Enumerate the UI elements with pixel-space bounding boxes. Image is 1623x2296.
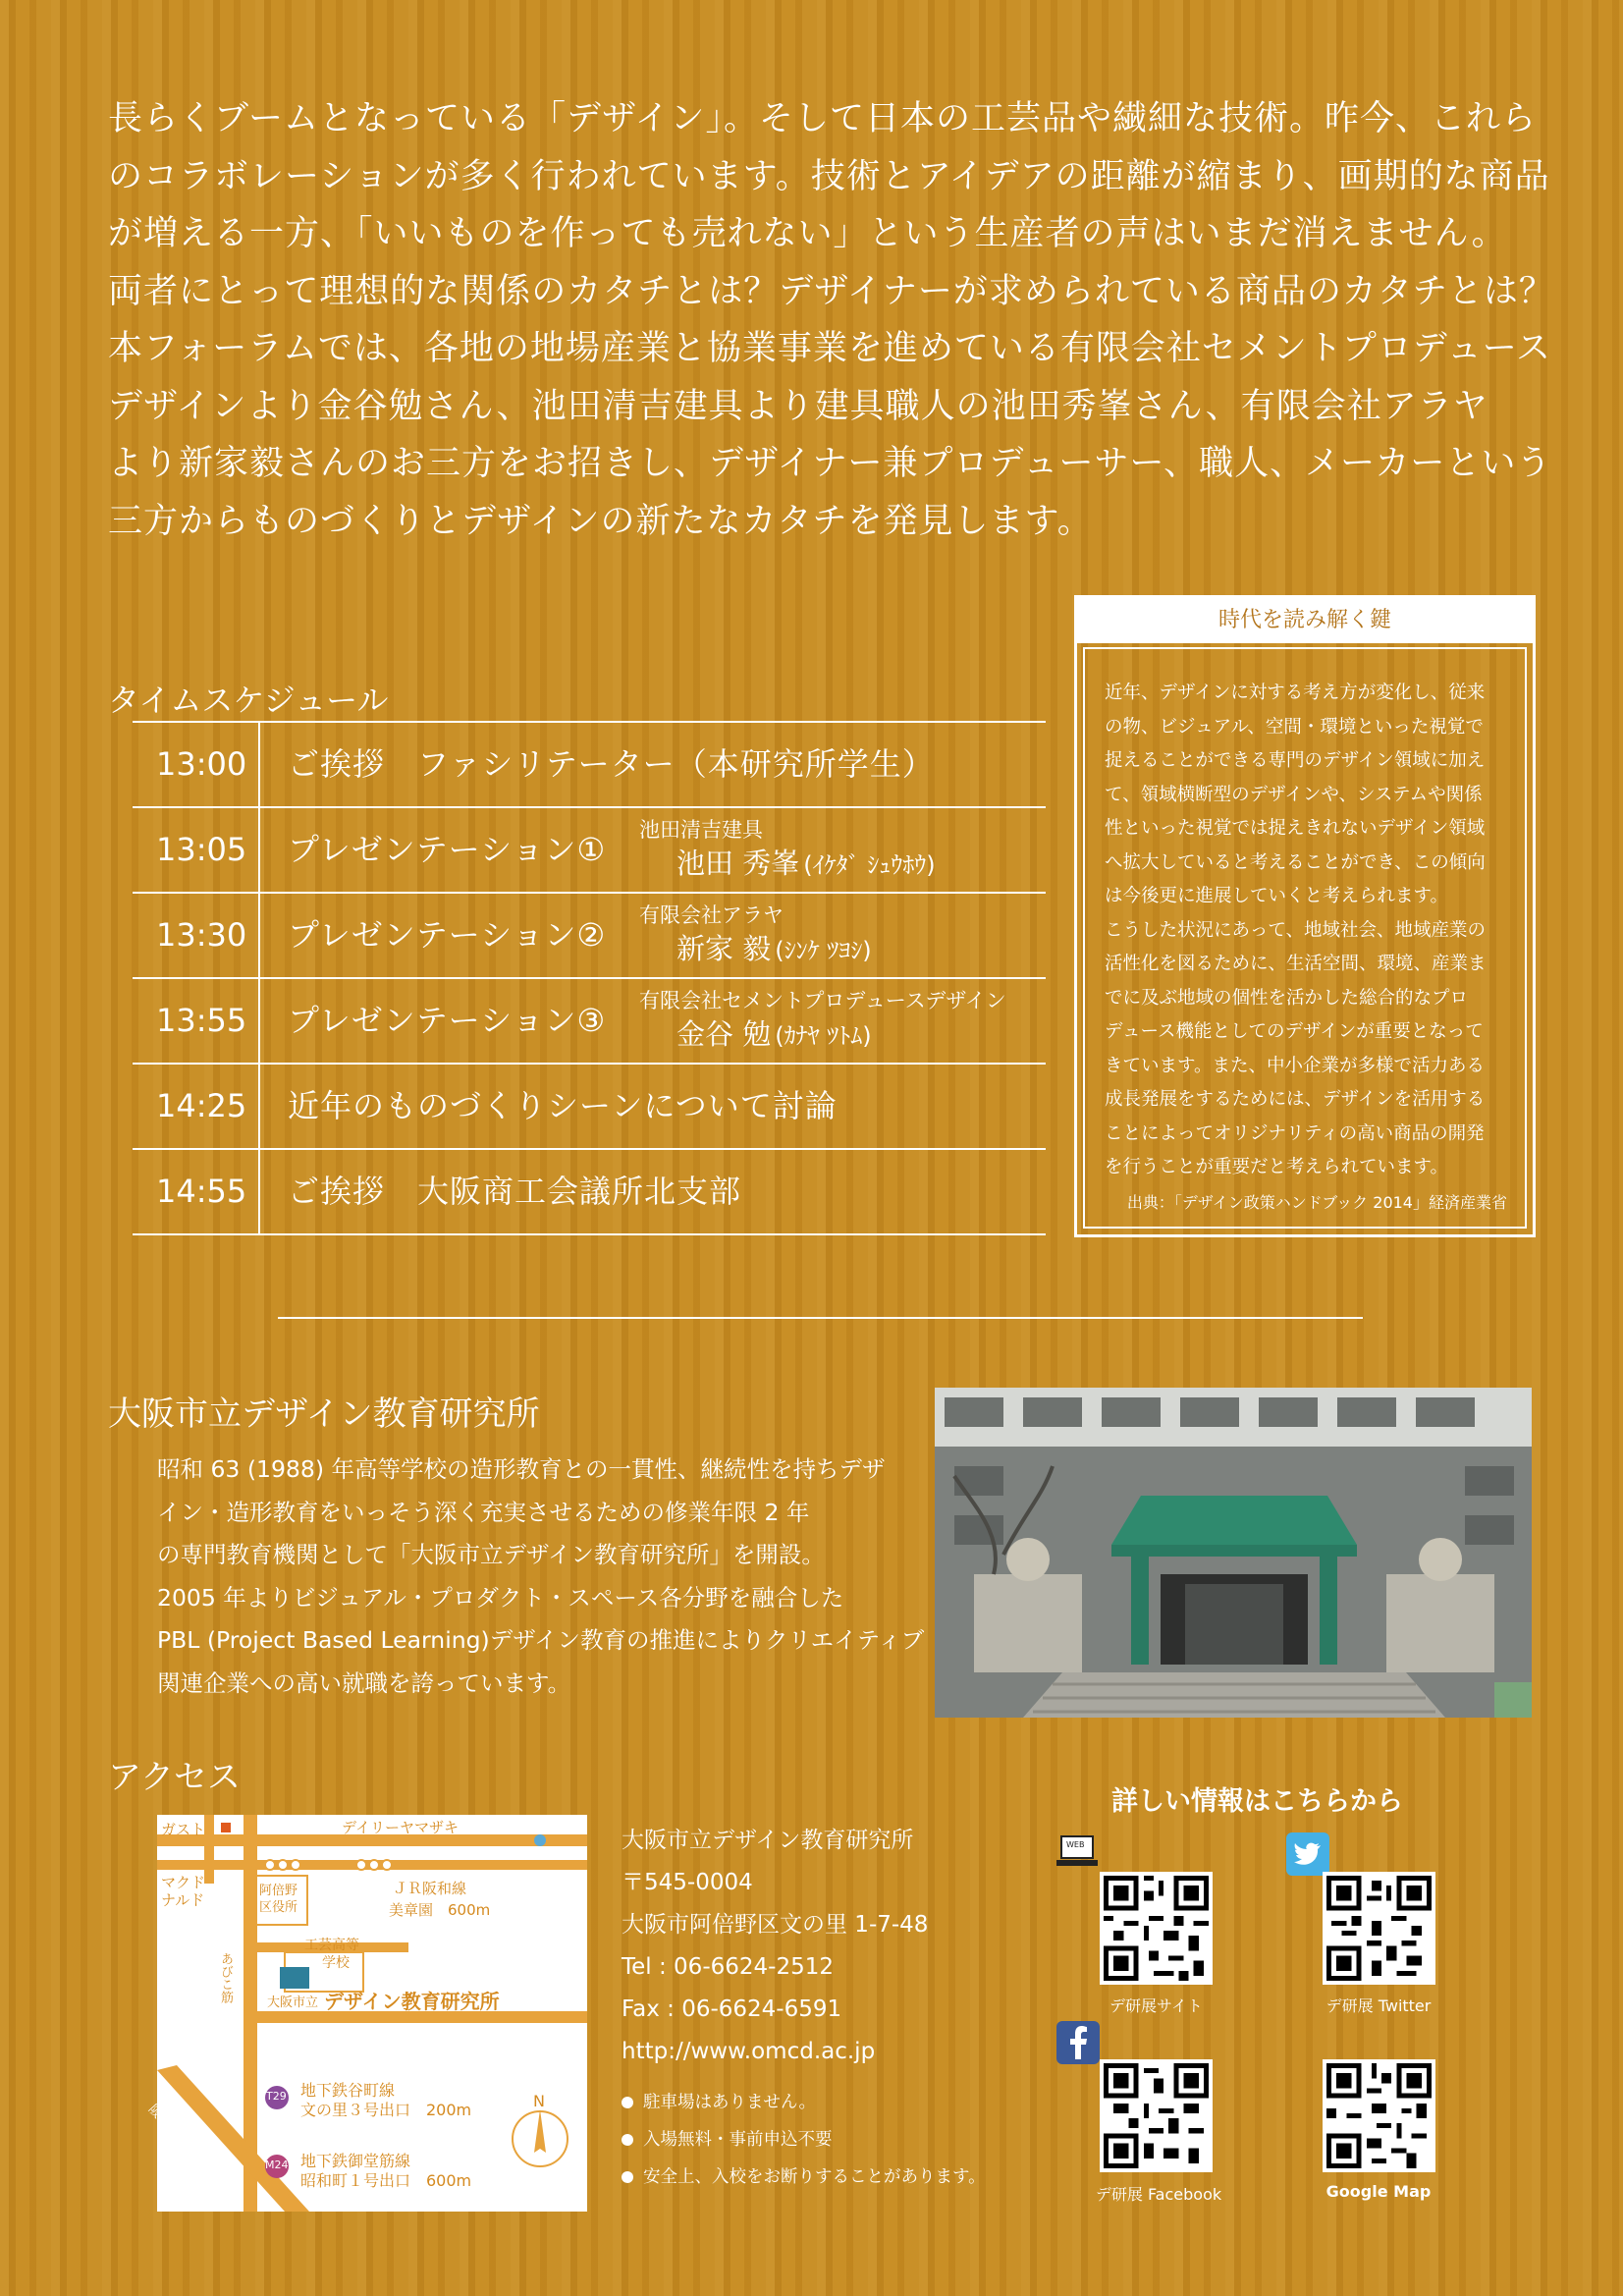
- schedule-time: 14:25: [156, 1087, 247, 1124]
- map-label-t29-exit: 文の里３号出口 200m: [300, 2101, 472, 2119]
- key-box-source: 出典：「デザイン政策ハンドブック 2014」経済産業省: [1126, 1193, 1507, 1212]
- map-label-koko-1: 工芸高等: [304, 1938, 359, 1953]
- building-photo: [935, 1388, 1532, 1718]
- map-label-gasuto: ガスト: [161, 1821, 206, 1838]
- map-label-t29: T29: [266, 2090, 287, 2103]
- key-box-line: デュース機能としてのデザインが重要となって: [1105, 1021, 1484, 1042]
- speaker-affiliation: 有限会社セメントプロデュースデザイン: [639, 989, 1006, 1012]
- schedule-row: [133, 1150, 1046, 1235]
- key-box-line: 成長発展をするためには、デザインを活用する: [1105, 1089, 1486, 1110]
- map-label-ward-1: 阿倍野: [259, 1884, 298, 1898]
- schedule-row: [133, 979, 1046, 1065]
- schedule-divider: [258, 1065, 260, 1148]
- map-label-ward-2: 区役所: [259, 1900, 298, 1915]
- map-label-t29-line: 地下鉄谷町線: [300, 2081, 396, 2100]
- intro-line: より新家毅さんのお三方をお招きし、デザイナー兼プロデューサー、職人、メーカーという: [108, 444, 1552, 483]
- more-info-title: 詳しい情報はこちらから: [1111, 1786, 1403, 1817]
- qr-label-facebook: デ研展 Facebook: [1095, 2185, 1222, 2204]
- note-text: 入場無料・事前申込不要: [643, 2130, 833, 2150]
- schedule-row: [133, 894, 1046, 979]
- intro-line: が増える一方、「いいものを作っても売れない」という生産者の声はいまだ消えません。: [108, 214, 1507, 253]
- schedule-time: 14:55: [156, 1173, 247, 1210]
- schedule-time: 13:55: [156, 1002, 247, 1039]
- schedule-row: [133, 808, 1046, 894]
- qr-label-twitter: デ研展 Twitter: [1325, 1996, 1432, 2015]
- key-box: [1074, 595, 1536, 1237]
- speaker-name: [676, 842, 936, 882]
- schedule-item-title: ご挨拶 大阪商工会議所北支部: [288, 1173, 742, 1210]
- facebook-icon: [1056, 2021, 1100, 2064]
- bullet-icon: [622, 2171, 633, 2183]
- building-photo-image: [935, 1388, 1532, 1718]
- address-fax: Fax : 06-6624-6591: [622, 1996, 842, 2022]
- speaker-name-text: 池田 秀峯: [676, 847, 800, 880]
- qr-code-facebook-image: [1104, 2063, 1209, 2168]
- note-item: [622, 2121, 986, 2159]
- schedule-item-title: プレゼンテーション②: [288, 916, 607, 954]
- speaker-name-text: 新家 毅: [676, 932, 772, 965]
- twitter-icon: [1286, 1832, 1329, 1876]
- key-box-inner: [1083, 647, 1527, 1229]
- institute-line: 昭和 63 (1988) 年高等学校の造形教育との一貫性、継続性を持ちデザ: [157, 1455, 886, 1483]
- speaker-affiliation: 有限会社アラヤ: [639, 903, 784, 927]
- note-text: 安全上、入校をお断りすることがあります。: [643, 2167, 986, 2187]
- qr-label-map: Google Map: [1325, 2182, 1432, 2201]
- schedule-item-title: ご挨拶 ファシリテーター（本研究所学生）: [288, 745, 935, 783]
- intro-line: 三方からものづくりとデザインの新たなカタチを発見します。: [108, 501, 1093, 541]
- schedule-time: 13:00: [156, 745, 247, 783]
- map-label-m24-line: 地下鉄御堂筋線: [300, 2152, 411, 2170]
- web-icon: [1056, 1834, 1098, 1864]
- access-map[interactable]: [144, 1815, 587, 2212]
- schedule-item-title: プレゼンテーション①: [288, 831, 607, 868]
- schedule-title: タイムスケジュール: [108, 682, 389, 719]
- speaker-name-text: 金谷 勉: [676, 1017, 772, 1051]
- key-box-line: こうした状況にあって、地域社会、地域産業の: [1105, 919, 1486, 941]
- speaker-reading: (ｶﾅﾔ ﾂﾄﾑ): [775, 1022, 872, 1050]
- map-label-jr: ＪＲ阪和線: [393, 1880, 467, 1897]
- speaker-reading: (ｼﾝｹ ﾂﾖｼ): [775, 937, 872, 964]
- schedule-divider: [258, 723, 260, 806]
- schedule-item-title: 近年のものづくりシーンについて討論: [288, 1087, 838, 1124]
- schedule-divider: [258, 1150, 260, 1233]
- intro-line: 両者にとって理想的な関係のカタチとは？デザイナーが求められている商品のカタチとは？: [108, 271, 1554, 311]
- qr-code-site-image: [1104, 1876, 1209, 1981]
- map-label-m24: M24: [265, 2159, 289, 2171]
- note-text: 駐車場はありません。: [643, 2093, 817, 2112]
- facebook-f-icon: [1067, 2026, 1089, 2059]
- schedule-divider: [258, 979, 260, 1063]
- key-box-line: でに及ぶ地域の個性を活かした総合的なプロ: [1105, 987, 1469, 1009]
- access-notes: [622, 2084, 986, 2196]
- qr-code-twitter-image: [1326, 1876, 1432, 1981]
- access-title: アクセス: [108, 1758, 241, 1797]
- map-label-kofun: 阪堺電軌: [144, 2102, 190, 2151]
- key-box-line: 近年、デザインに対する考え方が変化し、従来: [1105, 683, 1486, 703]
- key-box-line: て、領域横断型のデザインや、システムや関係: [1105, 784, 1483, 805]
- map-label-abiko: あびこ筋: [218, 1952, 233, 2003]
- map-label-daily: デイリーヤマザキ: [342, 1819, 459, 1836]
- qr-code-map[interactable]: [1323, 2059, 1435, 2172]
- qr-label-site: デ研展サイト: [1109, 1996, 1203, 2015]
- key-box-title: 時代を読み解く鍵: [1077, 598, 1533, 643]
- key-box-body: [1105, 677, 1517, 1185]
- key-box-line: の物、ビジュアル、空間・環境といった視覚で: [1105, 716, 1484, 738]
- address-street: 大阪市阿倍野区文の里 1-7-48: [622, 1912, 929, 1938]
- bullet-icon: [622, 2097, 633, 2108]
- speaker-name: [676, 927, 872, 967]
- intro-line: 本フォーラムでは、各地の地場産業と協業事業を進めている有限会社セメントプロデュース: [108, 329, 1552, 368]
- schedule-table: [133, 721, 1046, 1235]
- institute-line: 2005 年よりビジュアル・プロダクト・スペース各分野を融合した: [157, 1583, 844, 1612]
- address-block: [622, 1820, 928, 2073]
- intro-line: デザインより金谷勉さん、池田清吉建具より建具職人の池田秀峯さん、有限会社アラヤ: [108, 386, 1488, 426]
- institute-line: 関連企業への高い就職を誇っています。: [157, 1668, 571, 1697]
- bullet-icon: [622, 2134, 633, 2146]
- map-label-m24-exit: 昭和町１号出口 600m: [300, 2171, 472, 2190]
- key-box-line: 活性化を図るために、生活空間、環境、産業ま: [1105, 954, 1487, 974]
- speaker-affiliation: 池田清吉建具: [639, 818, 763, 842]
- map-label-institute: デザイン教育研究所: [324, 1990, 500, 2013]
- section-divider: [278, 1317, 1363, 1319]
- schedule-row: [133, 723, 1046, 808]
- key-box-line: へ拡大していると考えることができ、この傾向: [1105, 851, 1486, 873]
- institute-title: 大阪市立デザイン教育研究所: [108, 1394, 540, 1434]
- note-item: [622, 2159, 986, 2196]
- key-box-line: きています。また、中小企業が多様で活力ある: [1105, 1055, 1486, 1076]
- intro-line: 長らくブームとなっている「デザイン」。そして日本の工芸品や繊細な技術。昨今、これら: [108, 99, 1538, 138]
- intro-line: のコラボレーションが多く行われています。技術とアイデアの距離が縮まり、画期的な商品: [108, 156, 1550, 196]
- map-label-inst-small: 大阪市立: [267, 1995, 319, 2010]
- schedule-divider: [258, 894, 260, 977]
- schedule-row: [133, 1065, 1046, 1150]
- map-label-mcd-1: マクド: [161, 1874, 206, 1891]
- map-label-koko-2: 学校: [322, 1955, 350, 1971]
- address-tel: Tel : 06-6624-2512: [622, 1954, 834, 1980]
- key-box-line: 性といった視覚では捉えきれないデザイン領域: [1105, 818, 1486, 839]
- map-label-jr-station: 美章園 600m: [389, 1901, 491, 1919]
- map-label-mcd-2: ナルド: [161, 1891, 205, 1909]
- key-box-line: ことによってオリジナリティの高い商品の開発: [1105, 1122, 1485, 1144]
- address-name: 大阪市立デザイン教育研究所: [622, 1828, 914, 1853]
- institute-line: の専門教育機関として「大阪市立デザイン教育研究所」を開設。: [157, 1541, 825, 1568]
- twitter-bird-icon: [1294, 1842, 1322, 1866]
- schedule-time: 13:05: [156, 831, 247, 868]
- qr-code-site[interactable]: [1100, 1872, 1213, 1985]
- map-label-north: N: [533, 2092, 545, 2110]
- qr-code-map-image: [1326, 2063, 1432, 2168]
- web-icon-label: WEB: [1066, 1840, 1085, 1849]
- key-box-line: を行うことが重要だと考えられています。: [1105, 1157, 1449, 1177]
- schedule-item-title: プレゼンテーション③: [288, 1002, 607, 1039]
- institute-line: イン・造形教育をいっそう深く充実させるための修業年限 2 年: [157, 1498, 810, 1526]
- qr-code-twitter[interactable]: [1323, 1872, 1435, 1985]
- key-box-line: 捉えることができる専門のデザイン領域に加え: [1105, 750, 1486, 771]
- qr-code-facebook[interactable]: [1100, 2059, 1213, 2172]
- institute-description: [157, 1449, 924, 1705]
- intro-paragraph: [108, 90, 1554, 550]
- key-box-line: は今後更に進展していくと考えられます。: [1105, 886, 1449, 906]
- address-postal: 〒545-0004: [622, 1870, 753, 1895]
- address-url[interactable]: http://www.omcd.ac.jp: [622, 2039, 876, 2064]
- schedule-time: 13:30: [156, 916, 247, 954]
- note-item: [622, 2084, 986, 2121]
- speaker-reading: (ｲｹﾀﾞ ｼｭｳﾎｳ): [803, 851, 936, 879]
- institute-line: PBL (Project Based Learning)デザイン教育の推進によりクリエイティブ: [157, 1626, 925, 1654]
- speaker-name: [676, 1012, 872, 1053]
- schedule-divider: [258, 808, 260, 892]
